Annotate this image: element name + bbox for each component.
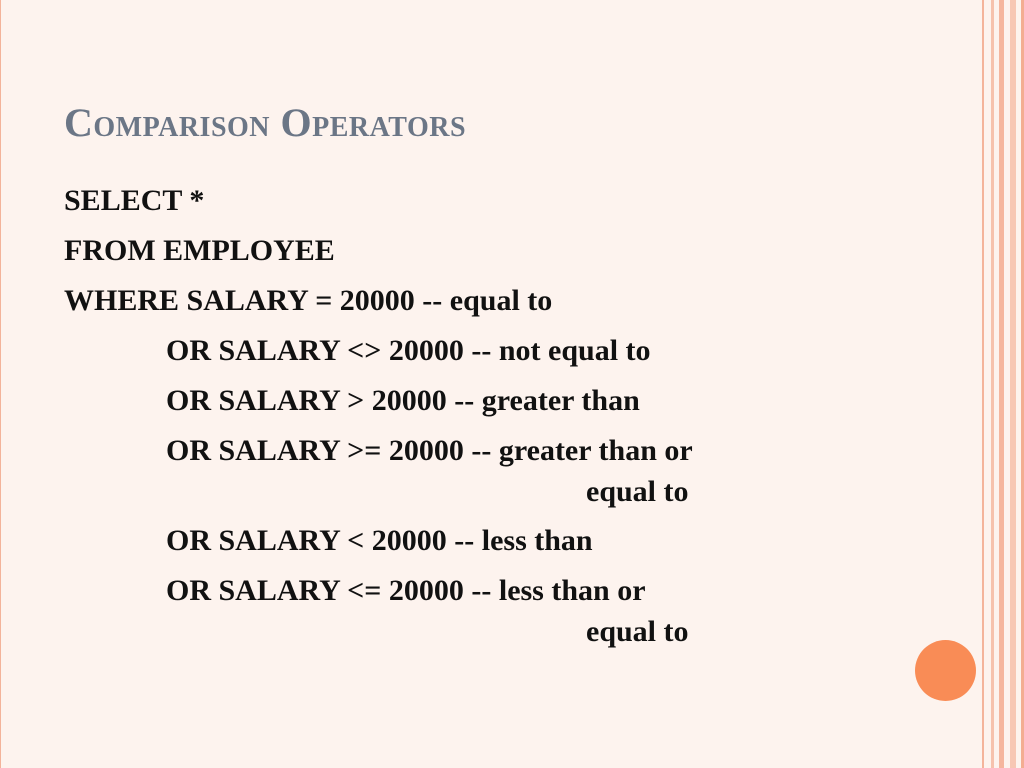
code-line-less-equal: OR SALARY <= 20000 -- less than or xyxy=(166,574,646,607)
code-line-from: FROM EMPLOYEE xyxy=(64,234,335,267)
slide-title: Comparison Operators xyxy=(64,100,467,145)
code-line-greater-than: OR SALARY > 20000 -- greater than xyxy=(166,384,640,417)
code-line-greater-equal: OR SALARY >= 20000 -- greater than or xyxy=(166,434,693,467)
code-line-less-equal-continuation: equal to xyxy=(586,615,689,648)
code-line-not-equal: OR SALARY <> 20000 -- not equal to xyxy=(166,334,651,367)
stripe xyxy=(991,0,994,768)
code-line-less-than: OR SALARY < 20000 -- less than xyxy=(166,524,593,557)
accent-circle xyxy=(915,640,976,701)
stripe xyxy=(999,0,1004,768)
stripe xyxy=(1010,0,1016,768)
code-line-select: SELECT * xyxy=(64,184,205,217)
stripe xyxy=(982,0,984,768)
code-line-where: WHERE SALARY = 20000 -- equal to xyxy=(64,284,553,317)
code-line-greater-equal-continuation: equal to xyxy=(586,475,689,508)
decorative-side-stripes xyxy=(978,0,1024,768)
